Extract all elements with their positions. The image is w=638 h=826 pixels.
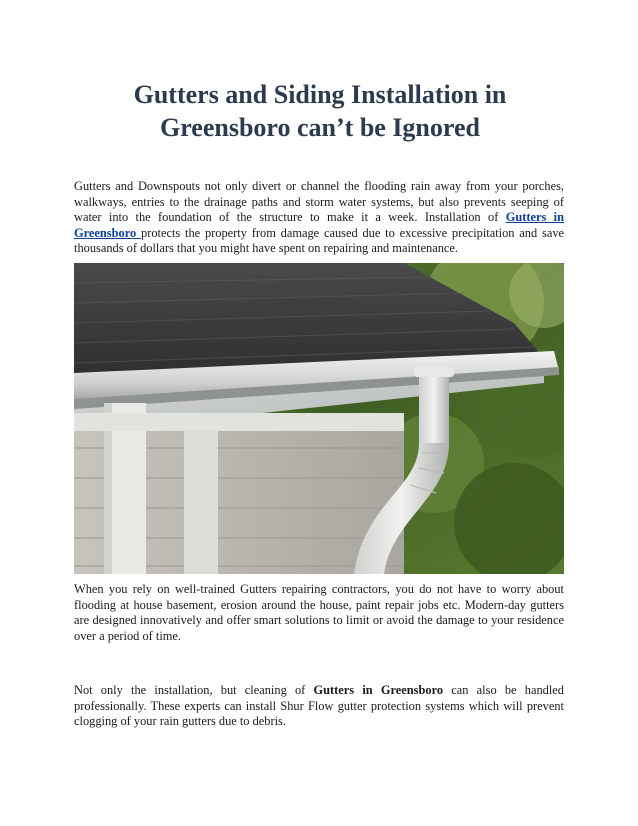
contractors-paragraph: When you rely on well-trained Gutters repairing contractors, you do not have to worry about flooding at house basement, erosion around the house, paint repair jobs etc. Modern-day gutters are designed innovatively and offer smart solutions to limit or avoid the damage to your residence over a period of time.: [74, 582, 564, 643]
intro-text-after-link: protects the property from damage caused due to excessive precipitation and save thousands of dollars that you might have spent on repairing and maintenance.: [74, 225, 565, 256]
title-line-1: Gutters and Siding Installation in: [133, 80, 507, 109]
page-title: [70, 78, 570, 144]
intro-paragraph: [74, 179, 564, 257]
cleaning-text-before-bold: Not only the installation, but cleaning of: [74, 683, 314, 697]
title-line-2: Greensboro can’t be Ignored: [160, 113, 480, 142]
house-gutter-photo: [74, 263, 564, 574]
cleaning-paragraph: [74, 683, 564, 730]
gutters-in-greensboro-bold: Gutters in Greensboro: [313, 683, 444, 697]
gutters-in-greensboro-link[interactable]: Gutters in Greensboro: [74, 210, 564, 240]
intro-text-before-link: Gutters and Downspouts not only divert or channel the flooding rain away from your porches, walkways, entries to the drainage paths and storm water systems, but also prevents seeping of water into the foundation of the structure to make it a week. Installation of: [74, 179, 564, 225]
cleaning-text-after-bold: can also be handled professionally. These experts can install Shur Flow gutter protection systems which will prevent clogging of your rain gutters due to debris.: [74, 683, 564, 729]
